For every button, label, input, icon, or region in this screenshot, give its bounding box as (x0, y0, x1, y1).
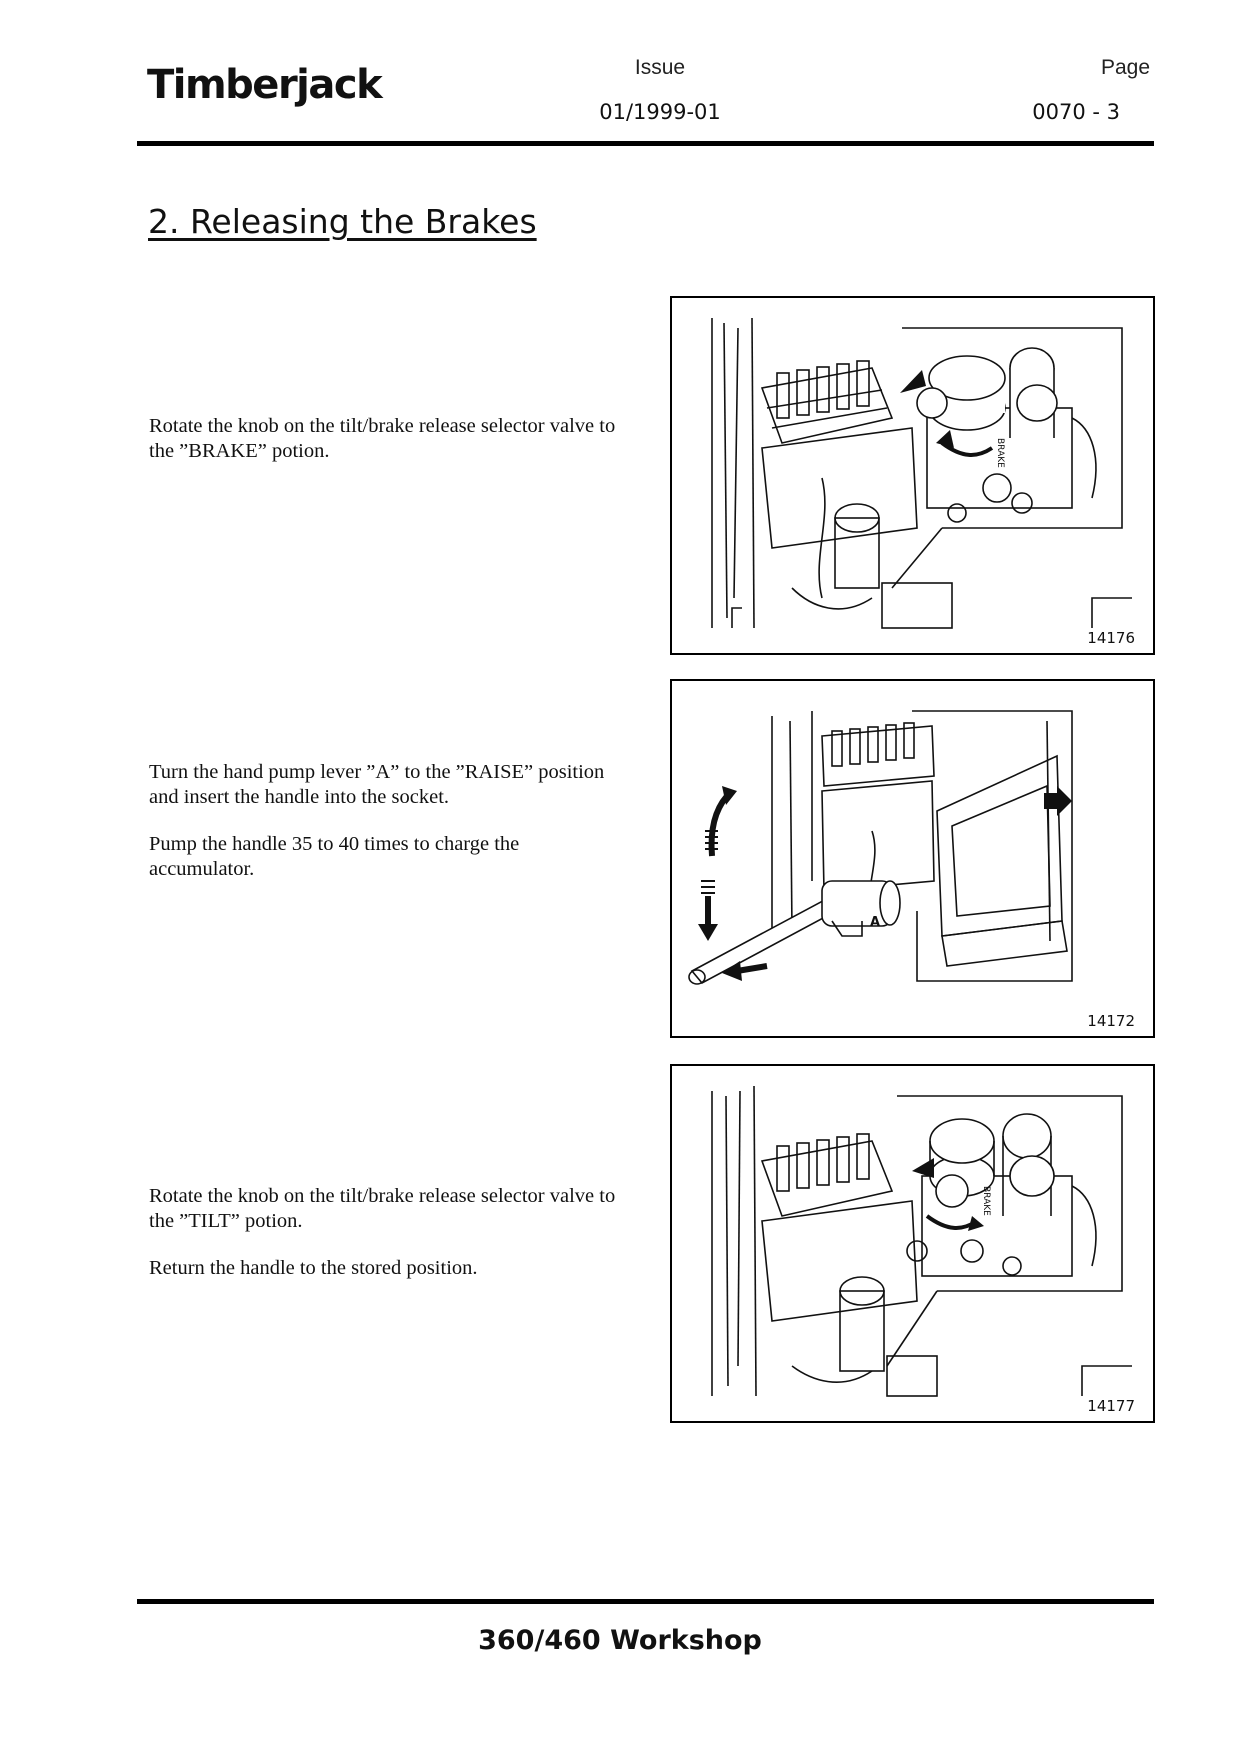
illustration-engine-valve-tilt (672, 1066, 1155, 1423)
issue-label: Issue (634, 56, 686, 79)
page-number: 0070 - 3 (1032, 100, 1120, 124)
step-3-text (149, 1184, 629, 1303)
page-label: Page (1100, 56, 1150, 79)
step-1-text (149, 414, 629, 486)
header-rule (137, 141, 1154, 146)
step-2-paragraph-2: Pump the handle 35 to 40 times to charge the accumulator. (149, 833, 520, 880)
step-2-paragraph-1: Turn the hand pump lever ”A” to the ”RAISE” position and insert the handle into the socket. (149, 761, 605, 808)
figure-selector-valve-brake (670, 296, 1155, 655)
step-3-paragraph-2: Return the handle to the stored position. (149, 1257, 478, 1279)
step-2-text (149, 760, 629, 904)
callout-a-label: A (870, 915, 881, 930)
brand-logo: Timberjack (147, 62, 382, 108)
figure-number: 14172 (1087, 1012, 1135, 1030)
figure-number: 14176 (1087, 629, 1135, 647)
figure-selector-valve-tilt (670, 1064, 1155, 1423)
footer-rule (137, 1599, 1154, 1604)
svg-text:BRAKE: BRAKE (995, 438, 1005, 468)
footer-title: 360/460 Workshop (478, 1625, 762, 1656)
issue-value: 01/1999-01 (599, 100, 721, 124)
step-3-paragraph-1: Rotate the knob on the tilt/brake release selector valve to the ”TILT” potion. (149, 1185, 616, 1232)
figure-hand-pump-lever (670, 679, 1155, 1038)
step-1-paragraph-1: Rotate the knob on the tilt/brake release selector valve to the ”BRAKE” potion. (149, 415, 616, 462)
section-title: 2. Releasing the Brakes (148, 202, 537, 241)
illustration-hand-pump (672, 681, 1155, 1038)
illustration-engine-valve-brake (672, 298, 1155, 655)
figure-number: 14177 (1087, 1397, 1135, 1415)
svg-text:BRAKE: BRAKE (981, 1186, 991, 1216)
